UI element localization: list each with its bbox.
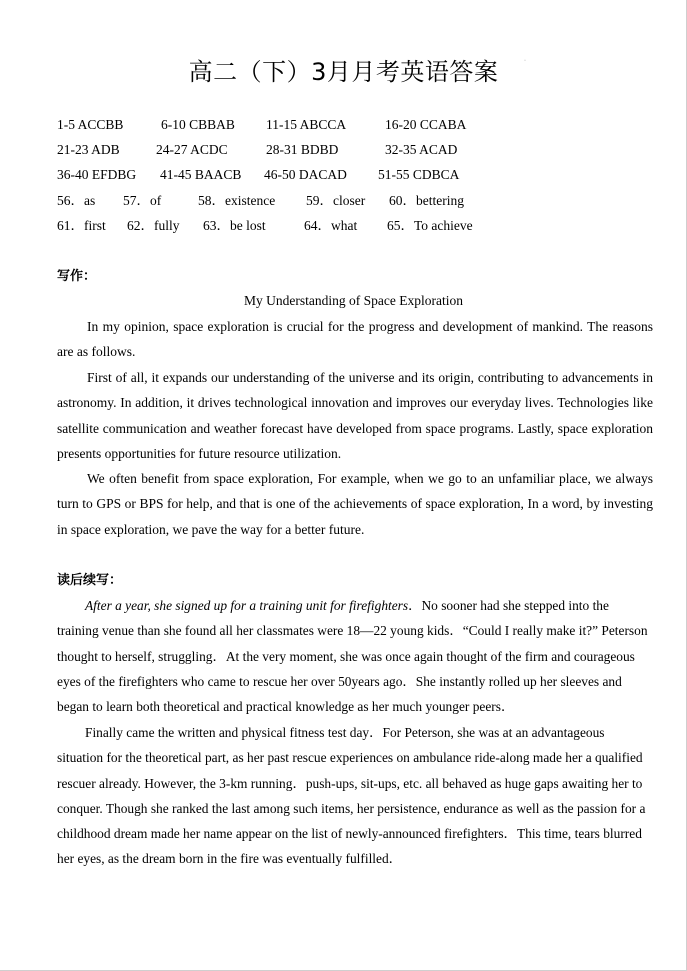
- answer-group: 51-55 CDBCA: [378, 167, 460, 182]
- continuation-paragraph-2: Finally came the written and physical fitness test day．For Peterson, she was at an advantageous situation for the theoretical part, as her past rescue experiences on ambulance ride-along made her a qualified rescuer already. However, the 3-km running．push-ups, sit-ups, etc. all behaved as huge gaps awaiting her to conquer. Though she ranked the last among such items, her persistence, endurance as well as the passion for a childhood dream made her name appear on the list of newly-announced firefighters．This time, tears blurred her eyes, as the dream born in the fire was eventually fulfilled．: [57, 725, 646, 867]
- answer-item: 65．To achieve: [387, 218, 473, 233]
- answer-item: 62．fully: [127, 218, 180, 233]
- answer-item: 61．first: [57, 218, 106, 233]
- essay-paragraph-2: First of all, it expands our understanding of the universe and its origin, contributing to advancements in astronomy. In addition, it drives technological innovation and improves our everyday lives. Technologies like satellite communication and weather forecast have developed from space programs. Lastly, space exploration presents opportunities for future resource utilization.: [57, 370, 653, 462]
- essay-paragraph-3: We often benefit from space exploration, For example, when we go to an unfamiliar place, we always turn to GPS or BPS for help, and that is one of the achievements of space exploration, In a word, by investing in space exploration, we pave the way for a better future.: [57, 471, 653, 537]
- answer-row-3: [57, 165, 657, 185]
- continuation-opening-sentence: After a year, she signed up for a training unit for firefighters: [85, 598, 409, 613]
- answer-group: 41-45 BAACB: [160, 167, 242, 182]
- answer-row-1: [57, 115, 657, 135]
- answer-row-4: [57, 191, 657, 211]
- answer-row-5: [57, 216, 657, 236]
- essay-paragraph-1: In my opinion, space exploration is crucial for the progress and development of mankind. The reasons are as follows.: [57, 319, 653, 360]
- answer-item: 63．be lost: [203, 218, 266, 233]
- writing-heading: 写作：: [57, 269, 97, 284]
- page-title: 高二（下）3月月考英语答案: [188, 58, 499, 86]
- answer-group: 36-40 EFDBG: [57, 167, 137, 182]
- answer-group: 24-27 ACDC: [156, 142, 228, 157]
- answer-item: 56．as: [57, 193, 96, 208]
- answer-item: 64．what: [304, 218, 358, 233]
- answer-group: 21-23 ADB: [57, 142, 120, 157]
- answer-item: 60．bettering: [389, 193, 464, 208]
- answer-item: 58．existence: [198, 193, 276, 208]
- continuation-paragraph-1: [57, 593, 653, 719]
- stray-mark: ·: [524, 58, 526, 64]
- answer-group: 1-5 ACCBB: [57, 117, 124, 132]
- answer-group: 16-20 CCABA: [385, 117, 467, 132]
- continuation-paragraph-1-text: ．No sooner had she stepped into the training venue than she found all her classmates were 18—22 young kids．“Could I really make it?” Peterson thought to herself, struggling．At the very moment, she was once again thought of the firm and courageous eyes of the firefighters who came to rescue her over 50years ago．She instantly rolled up her sleeves and began to learn both theoretical and practical knowledge as her much younger peers．: [57, 598, 648, 715]
- answer-group: 6-10 CBBAB: [161, 117, 235, 132]
- answer-group: 28-31 BDBD: [266, 142, 339, 157]
- answer-item: 57．of: [123, 193, 162, 208]
- answer-group: 32-35 ACAD: [385, 142, 458, 157]
- answer-item: 59．closer: [306, 193, 366, 208]
- answer-group: 11-15 ABCCA: [266, 117, 347, 132]
- answer-group: 46-50 DACAD: [264, 167, 347, 182]
- answer-row-2: [57, 140, 657, 160]
- essay-title: My Understanding of Space Exploration: [244, 293, 463, 308]
- continuation-heading: 读后续写：: [57, 573, 123, 588]
